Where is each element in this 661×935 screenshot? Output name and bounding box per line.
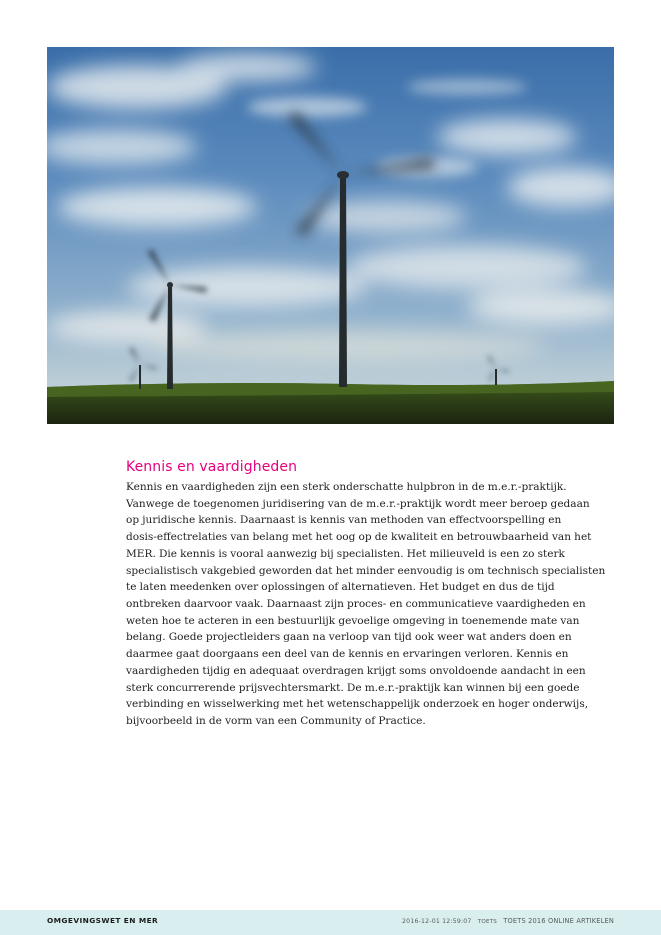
body-line: MER. Die kennis is vooral aanwezig bij specialisten. Het milieuveld is een zo sterk (126, 547, 565, 560)
timestamp: 2016-12-01 12:59:07 (402, 918, 472, 925)
body-line: belang. Goede projectleiders gaan na verloop van tijd ook weer wat anders doen en (126, 631, 572, 644)
body-line: bijvoorbeeld in de vorm van een Community of Practice. (126, 715, 426, 728)
body-line: verbinding en wisselwerking met het wetenschappelijk onderzoek en hoger onderwijs, (126, 698, 589, 711)
body-line: Vanwege de toegenomen juridisering van de m.e.r.-praktijk wordt meer beroep gedaan (126, 497, 590, 510)
body-line: dosis-effectrelaties van belang met het oog op de kwaliteit en betrouwbaarheid van het (126, 531, 592, 544)
section-label: TOETS (477, 919, 498, 925)
body-line: sterk concurrerende prijsvechtersmarkt. De m.e.r.-praktijk kan winnen bij een goede (126, 681, 580, 694)
collection-title: TOETS 2016 ONLINE ARTIKELEN (503, 917, 614, 925)
body-line: Kennis en vaardigheden zijn een sterk onderschatte hulpbron in de m.e.r.-praktijk. (126, 481, 567, 493)
footer-meta (398, 917, 614, 925)
section-body (126, 479, 616, 730)
body-line: te laten meedenken over oplossingen of alternatieven. Het budget en dus de tijd (126, 581, 555, 594)
article-section (126, 458, 616, 730)
page-footer (0, 910, 661, 935)
wind-turbines-illustration (47, 47, 614, 424)
body-line: ontbreken daarvoor vaak. Daarnaast zijn proces- en communicatieve vaardigheden en (126, 598, 586, 611)
publication-name: OMGEVINGSWET EN MER (47, 916, 159, 925)
body-line: vaardigheden tijdig en adequaat overdragen krijgt soms onvoldoende aandacht in een (126, 664, 586, 677)
body-line: op juridische kennis. Daarnaast is kennis van methoden van effectvoorspelling en (126, 514, 562, 527)
body-line: weten hoe te acteren in een bestuurlijk gevoelige omgeving in toenemende mate van (126, 614, 580, 627)
body-line: specialistisch vakgebied geworden dat het minder eenvoudig is om technisch specialisten (126, 564, 606, 577)
wind-turbines-photo (47, 47, 614, 424)
section-heading: Kennis en vaardigheden (126, 459, 298, 475)
body-line: daarmee gaat doorgaans een deel van de kennis en ervaringen verloren. Kennis en (126, 648, 569, 661)
